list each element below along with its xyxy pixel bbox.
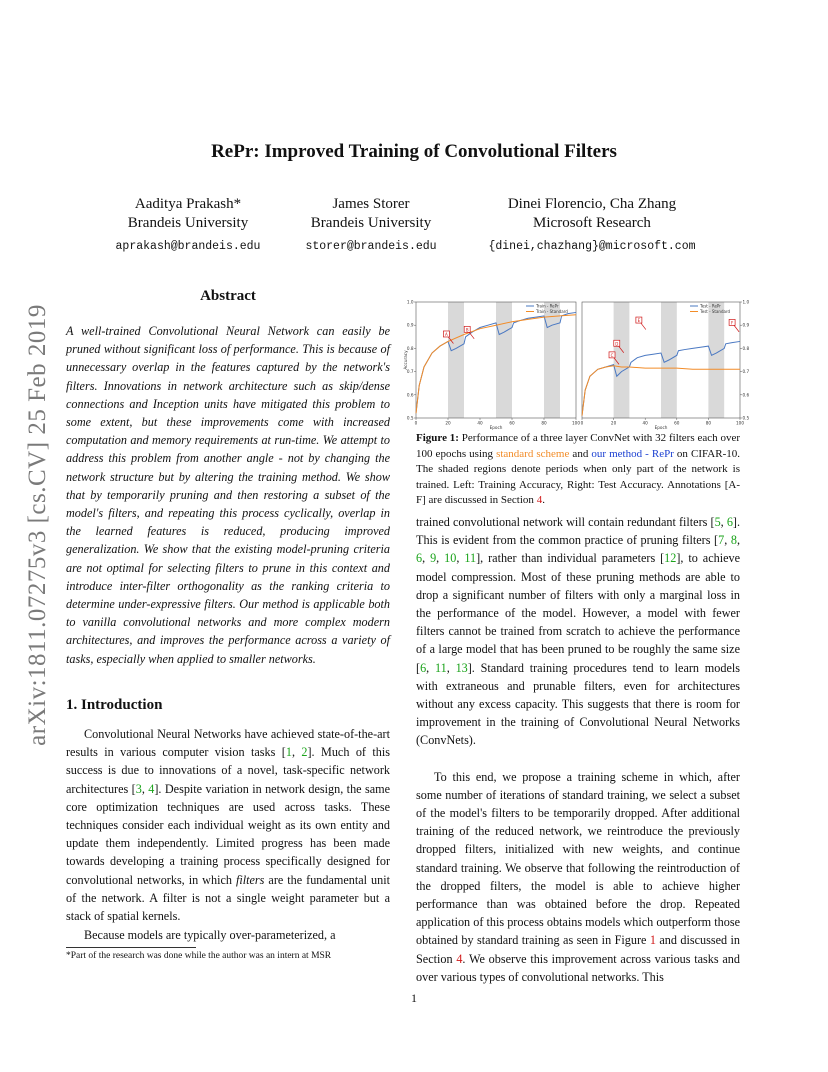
y-tick-label: 0.9 — [406, 322, 414, 328]
y-tick-label: 0.8 — [742, 345, 750, 351]
legend-label: Train - Standard — [536, 309, 568, 314]
citation-link[interactable]: 12 — [664, 551, 677, 566]
citation-link[interactable]: 13 — [455, 660, 468, 675]
x-axis-label: Epoch — [654, 425, 668, 430]
citation-link[interactable]: 10 — [444, 551, 457, 566]
figure-caption: Figure 1: Performance of a three layer ConvNet with 32 filters each over 100 epochs using standard scheme and our method - RePr on CIFAR-10. The shaded regions denote periods when only part of the network is trained. Left: Training Accuracy, Right: Test Accuracy. Annotations [A-F] are discussed in Section 4. — [416, 432, 740, 506]
y-tick-label: 0.8 — [406, 345, 414, 351]
author-affiliation: Microsoft Research — [533, 215, 651, 231]
annotation-arrow — [641, 323, 646, 330]
legend-label: Train - RePr — [536, 303, 559, 309]
y-tick-label: 0.9 — [742, 322, 750, 328]
author-block-3 — [466, 195, 718, 256]
figure-link[interactable]: 1 — [649, 933, 656, 948]
annotation-label: F — [730, 320, 734, 326]
shaded-period — [544, 302, 560, 418]
citation-link[interactable]: 11 — [464, 551, 477, 566]
paper-title: RePr: Improved Training of Convolutional Filters — [211, 141, 617, 162]
y-tick-label: 0.5 — [406, 415, 414, 421]
section-link[interactable]: 4 — [456, 951, 463, 966]
x-tick-label: 100 — [572, 420, 580, 426]
y-tick-label: 0.7 — [742, 369, 750, 375]
x-tick-label: 80 — [541, 420, 547, 426]
x-tick-label: 60 — [509, 420, 515, 426]
arxiv-sidebar — [24, 285, 52, 765]
shaded-period — [708, 302, 724, 418]
page-number: 1 — [411, 991, 417, 1005]
citation-link[interactable]: 2 — [301, 745, 308, 760]
legend-label: Test - RePr — [700, 303, 721, 309]
caption-label: Figure 1: — [416, 432, 459, 444]
x-tick-label: 0 — [414, 420, 418, 426]
author-name: Dinei Florencio, Cha Zhang — [507, 196, 677, 212]
x-tick-label: 100 — [736, 420, 744, 426]
annotation-arrow — [734, 325, 739, 332]
legend-ref-standard: standard scheme — [496, 447, 570, 460]
figure-1 — [404, 296, 752, 430]
y-tick-label: 0.6 — [742, 392, 750, 398]
citation-link[interactable]: 6 — [726, 515, 733, 529]
citation-link[interactable]: 5 — [714, 515, 721, 529]
x-tick-label: 80 — [705, 420, 712, 426]
citation-link[interactable]: 3 — [135, 781, 142, 796]
y-tick-label: 0.6 — [406, 392, 414, 398]
body-paragraph-2: To this end, we propose a training scheme in which, after some number of iterations of standard training, we select a subset of the model's filters to be temporarily dropped. After additional training of the reduced network, we reintroduce the previously dropped filters, initialized with new weights, and continue standard training. We observe that following the reintroduction of the dropped filters, the model is able to achieve higher performance than was obtained before the drop. Repeated application of this process obtains models which outperform those obtained by standard training as seen in Figure 1 and discussed in Section 4. We observe this improvement across various tasks and over various types of convolutional networks. This — [416, 769, 740, 984]
author-affiliation: Brandeis University — [310, 215, 432, 231]
annotation-label: D — [615, 341, 619, 347]
citation-link[interactable]: 4 — [148, 781, 155, 796]
footnote: *Part of the research was done while the author was an intern at MSR — [66, 951, 332, 961]
x-tick-label: 20 — [445, 420, 451, 426]
right-column-text — [416, 513, 740, 986]
footnote-rule — [66, 947, 196, 948]
shaded-period — [496, 302, 512, 418]
intro-text — [66, 725, 390, 944]
annotation-label: E — [637, 318, 641, 324]
abstract-text: A well-trained Convolutional Neural Network can easily be pruned without significant loss of performance. This is because of unnecessary overlap in the features captured by the network's filters. Innovations in network architecture such as skip/dense connections and Inception units have mitigated this problem to some extent, but these improvements come with increased computation and memory requirements at run-time. We attempt to address this problem from another angle - not by changing the network structure but by altering the training method. We show that by temporarily pruning and then restoring a subset of the model's filters, and repeating this process cyclically, overlap in the learned features is reduced, producing improved generalization. We show that the existing model-pruning criteria are not optimal for selecting filters to prune in this context and introduce inter-filter orthogonality as the ranking criteria to determine under-expressive filters. Our method is applicable both to vanilla convolutional networks and more complex modern architectures, and improves the performance across a variety of tasks, especially when applied to smaller networks. — [66, 324, 390, 666]
x-tick-label: 0 — [580, 420, 584, 426]
intro-paragraph-2: Because models are typically over-parameterized, a — [84, 928, 336, 943]
y-axis-label: Accuracy — [403, 350, 408, 370]
author-email: storer@brandeis.edu — [305, 240, 437, 253]
section-link[interactable]: 4 — [536, 494, 543, 506]
section-heading: 1. Introduction — [66, 697, 163, 713]
arxiv-id: arXiv:1811.07275v3 [cs.CV] 25 Feb 2019 — [24, 304, 51, 746]
x-tick-label: 40 — [642, 420, 648, 426]
author-email: {dinei,chazhang}@microsoft.com — [488, 240, 696, 253]
citation-link[interactable]: 9 — [430, 551, 437, 566]
annotation-label: B — [465, 327, 469, 333]
citation-link[interactable]: 8 — [730, 533, 737, 548]
annotation-arrow — [469, 332, 474, 339]
x-tick-label: 20 — [610, 420, 617, 426]
x-tick-label: 40 — [477, 420, 483, 426]
annotation-label: A — [445, 331, 448, 337]
author-block-2 — [261, 195, 481, 256]
author-name: James Storer — [332, 196, 410, 212]
shaded-period — [448, 302, 464, 418]
x-axis-label: Epoch — [489, 425, 503, 430]
y-tick-label: 1.0 — [742, 299, 750, 305]
citation-link[interactable]: 11 — [434, 660, 447, 675]
citation-link[interactable]: 7 — [718, 533, 725, 548]
x-tick-label: 60 — [674, 420, 680, 426]
author-name: Aaditya Prakash* — [134, 196, 242, 212]
author-email: aprakash@brandeis.edu — [115, 240, 261, 253]
intro-paragraph-1: Convolutional Neural Networks have achieved state-of-the-art results in various computer vision tasks [1, 2]. Much of this success is due to innovations of a novel, task-specific network architectures [3, 4]. Despite variation in network design, the same core optimization techniques are used across tasks. These techniques consider each individual weight as its own entity and update them independently. Limited progress has been made towards developing a training process specifically designed for convolutional networks, in which filters are the fundamental unit of the network. A filter is not a single weight parameter but a stack of spatial kernels. — [66, 727, 391, 924]
author-affiliation: Brandeis University — [127, 215, 249, 231]
annotation-label: C — [610, 352, 614, 358]
citation-link[interactable]: 6 — [416, 551, 423, 566]
abstract-heading: Abstract — [200, 288, 256, 304]
body-paragraph-1: trained convolutional network will contain redundant filters [5, 6]. This is evident from the common practice of pruning filters [7, 8, 6, 9, 10, 11], rather than individual parameters [12], to achieve model compression. Most of these pruning methods are able to drop a significant number of filters with only a marginal loss in the performance of the model. However, a model with fewer filters cannot be trained from scratch to achieve the performance of a large model that has been pruned to be roughly the same size [6, 11, 13]. Standard training procedures tend to learn models with extraneous and prunable filters, even for architectures without any excess capacity. This suggests that there is room for improvement in the training of Convolutional Neural Networks (ConvNets). — [416, 515, 741, 748]
legend-ref-repr: our method - RePr — [591, 447, 674, 460]
citation-link[interactable]: 6 — [420, 660, 427, 675]
y-tick-label: 0.5 — [742, 415, 750, 421]
citation-link[interactable]: 1 — [285, 745, 292, 760]
legend-label: Test - Standard — [700, 309, 731, 314]
y-tick-label: 0.7 — [406, 369, 414, 375]
y-tick-label: 1.0 — [406, 299, 414, 305]
